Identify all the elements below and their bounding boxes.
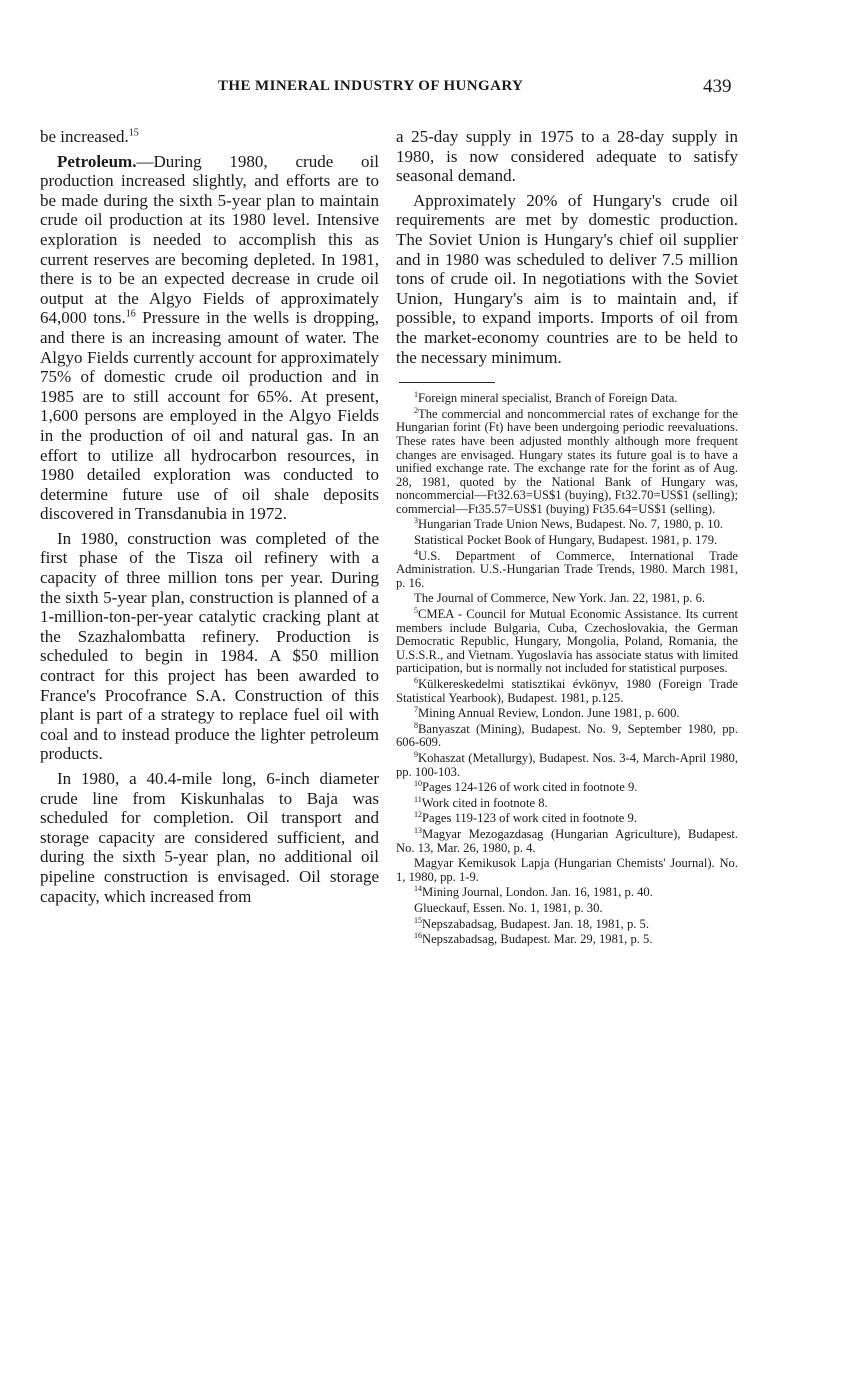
- paragraph-pipeline: In 1980, a 40.4-mile long, 6-inch diameter crude line from Kiskunhalas to Baja was scheduled for completion. Oil transport and storage capacity are considered sufficient, and during the sixth 5-year plan, no additional oil pipeline construction is envisaged. Oil storage capacity, which increased from: [40, 769, 379, 906]
- footnote-item: [396, 675, 738, 705]
- paragraph-storage: a 25-day supply in 1975 to a 28-day supply in 1980, is now considered adequate to satisfy seasonal demand.: [396, 127, 738, 186]
- footnote-ref: 16: [125, 308, 136, 320]
- footnote-text: Hungarian Trade Union News, Budapest. No. 7, 1980, p. 10.: [418, 517, 724, 532]
- footnote-number: 4: [414, 547, 418, 557]
- footnote-text: Nepszabadsag, Budapest. Mar. 29, 1981, p. 5.: [422, 932, 653, 947]
- paragraph-continuation: [40, 127, 379, 147]
- footnote-divider: [399, 382, 495, 383]
- footnote-text: Mining Annual Review, London. June 1981, p. 600.: [418, 706, 680, 721]
- footnote-number: 16: [414, 930, 422, 940]
- footnote-text: Work cited in footnote 8.: [421, 795, 548, 810]
- footnote-item: [396, 794, 738, 811]
- footnote-text: U.S. Department of Commerce, International Trade Administration. U.S.-Hungarian Trade Trends, 1980. March 1981, p. 16.: [396, 548, 738, 590]
- footnote-number: 13: [414, 825, 422, 835]
- footnote-item: [396, 812, 738, 826]
- page-header: [0, 76, 860, 100]
- footnote-text: Foreign mineral specialist, Branch of Foreign Data.: [418, 391, 678, 406]
- footnote-number: 14: [414, 884, 422, 894]
- footnote-text: Külkereskedelmi statisztikai évkönyv, 1980 (Foreign Trade Statistical Yearbook), Budapest. 1981, p.125.: [396, 677, 738, 705]
- footnote-item: [396, 902, 738, 916]
- footnote-number: 6: [414, 675, 418, 685]
- footnote-text: Glueckauf, Essen. No. 1, 1981, p. 30.: [414, 900, 603, 915]
- footnote-number: 12: [414, 810, 422, 820]
- footnote-text: The commercial and noncommercial rates of exchange for the Hungarian forint (Ft) have been undergoing periodic reevaluations. These rates have been adjusted monthly although more frequent changes are envisaged. Hungary states its future goal is to have a unified exchange rate. The exchange rate for the forint as of Aug. 28, 1981, quoted by the National Bank of Hungary was, noncommercial—Ft32.63=US$1 (buying), Ft32.70=US$1 (selling); commercial—Ft35.57=US$1 (buying) Ft35.64=US$1 (selling).: [396, 406, 738, 516]
- paragraph-text: —During 1980, crude oil production increased slightly, and efforts are to be made during the sixth 5-year plan to maintain crude oil production at its 1980 level. Intensive exploration is needed to accomplish this as current reserves are becoming depleted. In 1981, there is to be an expected decrease in crude oil output at the Algyo Fields of approximately 64,000 tons.: [40, 151, 379, 328]
- footnote-number: 2: [414, 405, 418, 415]
- footnote-number: 9: [414, 749, 418, 759]
- footnote-ref: 15: [128, 127, 139, 139]
- section-heading: Petroleum.: [57, 151, 137, 171]
- footnote-text: Kohaszat (Metallurgy), Budapest. Nos. 3-4, March-April 1980, pp. 100-103.: [396, 750, 738, 779]
- footnote-item: [396, 886, 738, 900]
- footnote-item: [396, 707, 738, 721]
- footnote-item: [396, 389, 738, 406]
- footnote-number: 11: [414, 794, 422, 804]
- footnote-number: 1: [414, 389, 418, 399]
- footnote-item: [396, 405, 738, 517]
- footnote-text: The Journal of Commerce, New York. Jan. 22, 1981, p. 6.: [414, 591, 706, 606]
- footnote-item: [396, 534, 738, 548]
- footnote-item: [396, 915, 738, 932]
- footnote-text: Mining Journal, London. Jan. 16, 1981, p. 40.: [422, 885, 653, 900]
- footnote-item: [396, 930, 738, 947]
- footnote-number: 15: [414, 915, 422, 925]
- footnote-item: [396, 749, 738, 779]
- footnote-number: 3: [414, 516, 418, 526]
- paragraph-imports: Approximately 20% of Hungary's crude oil requirements are met by domestic production. The Soviet Union is Hungary's chief oil supplier and in 1980 was scheduled to deliver 7.5 million tons of crude oil. In negotiations with the Soviet Union, Hungary's aim is to maintain and, if possible, to expand imports. Imports of oil from the market-economy countries are to be held to the necessary minimum.: [396, 190, 738, 367]
- page-number: 439: [703, 76, 732, 97]
- left-column: [40, 127, 379, 906]
- footnote-item: [396, 778, 738, 795]
- footnote-text: Pages 124-126 of work cited in footnote 9.: [422, 780, 638, 795]
- footnote-number: 7: [414, 705, 418, 714]
- footnote-number: 10: [414, 778, 422, 788]
- footnote-item: [396, 857, 738, 884]
- footnote-text: Statistical Pocket Book of Hungary, Budapest. 1981, p. 179.: [414, 533, 718, 548]
- footnote-text: Banyaszat (Mining), Budapest. No. 9, September 1980, pp. 606-609.: [396, 721, 738, 750]
- footnote-text: CMEA - Council for Mutual Economic Assistance. Its current members include Bulgaria, Cuba, Czechoslovakia, the German Democratic Republic, Hungary, Mongolia, Poland, Romania, the U.S.S.R., and Vietnam. Yugoslavia has associate status with limited participation, but is normally not included for statistical purposes.: [396, 607, 738, 676]
- footnote-item: [396, 592, 738, 606]
- footnote-text: Nepszabadsag, Budapest. Jan. 18, 1981, p. 5.: [422, 916, 649, 931]
- footnotes-list: [396, 389, 738, 947]
- footnote-item: [396, 605, 738, 676]
- footnote-text: Pages 119-123 of work cited in footnote 9.: [422, 811, 637, 826]
- footnote-number: 8: [414, 720, 418, 730]
- footnote-item: [396, 720, 738, 750]
- running-title: THE MINERAL INDUSTRY OF HUNGARY: [218, 78, 524, 94]
- footnote-item: [396, 547, 738, 591]
- paragraph-text: Pressure in the wells is dropping, and there is an increasing amount of water. The Algyo Fields currently account for approximately 75% of domestic crude oil production and in 1985 are to still account for 65%. At present, 1,600 persons are employed in the Algyo Fields in the production of oil and natural gas. In an effort to utilize all hydrocarbon resources, in 1980 detailed exploration was conducted to determine future use of oil shale deposits discovered in Transdanubia in 1972.: [40, 308, 379, 524]
- footnote-item: [396, 518, 738, 532]
- footnote-text: Magyar Mezogazdasag (Hungarian Agriculture), Budapest. No. 13, Mar. 26, 1980, p. 4.: [396, 826, 738, 855]
- footnote-text: Magyar Kemikusok Lapja (Hungarian Chemists' Journal). No. 1, 1980, pp. 1-9.: [396, 856, 738, 884]
- paragraph-text: be increased.: [40, 127, 129, 146]
- footnote-number: 5: [414, 605, 418, 615]
- right-column: [396, 127, 738, 949]
- footnote-item: [396, 825, 738, 855]
- paragraph-refinery: In 1980, construction was completed of the first phase of the Tisza oil refinery with a capacity of three million tons per year. During the sixth 5-year plan, construction is planned of a 1-million-ton-per-year catalytic cracking plant at the Szazhalombatta refinery. Production is scheduled to begin in 1984. A $50 million contract for this project has been awarded to France's Procofrance S.A. Construction of this plant is part of a strategy to replace fuel oil with coal and to instead produce the lighter petroleum products.: [40, 528, 379, 764]
- paragraph-petroleum: [40, 152, 379, 524]
